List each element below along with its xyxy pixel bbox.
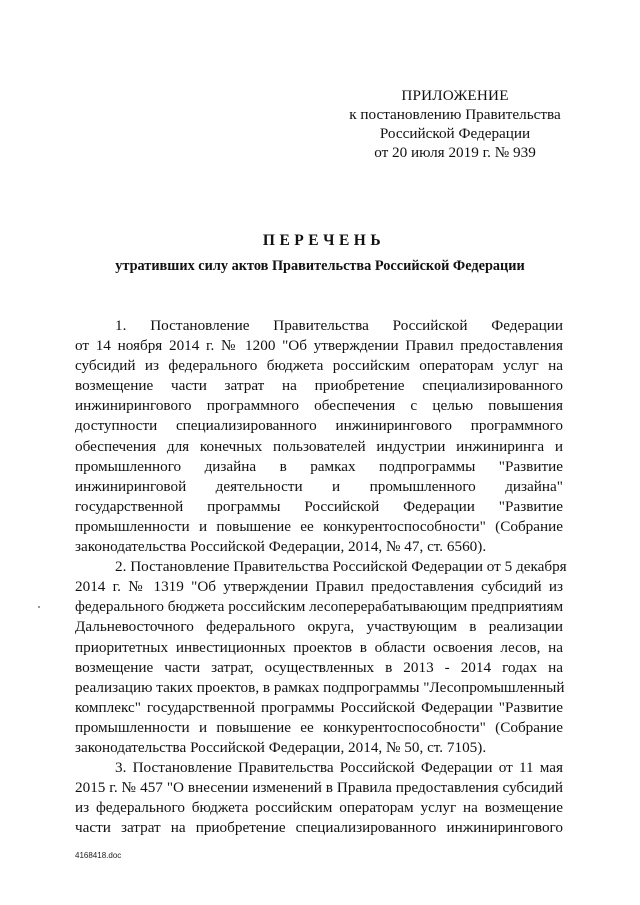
paragraph-line: 1. Постановление Правительства Российской Федерации [115,317,563,334]
paragraph-line: государственной программы Российской Федерации "Развитие [75,497,563,515]
paragraph-line: 2. Постановление Правительства Российской Федерации от 5 декабря [115,558,567,576]
paragraph-line: обеспечения для конечных пользователей индустрии инжиниринга и [75,437,563,455]
margin-mark [38,606,40,608]
paragraph-line: из федерального бюджета российским операторам услуг на возмещение [75,799,563,817]
list-item [75,557,567,758]
document-body [75,316,567,838]
paragraph-line: от 14 ноября 2014 г. № 1200 "Об утверждении Правил предоставления [75,337,563,355]
paragraph-line: комплекс" государственной программы Российской Федерации "Развитие [75,698,563,716]
paragraph-line: части затрат на приобретение специализированного инжинирингового [75,819,563,837]
paragraph-line: Дальневосточного федерального округа, участвующим в реализации [75,618,563,636]
paragraph-line: инжиниринговой деятельности и промышленного дизайна" [75,477,563,495]
paragraph-line: приоритетных инвестиционных проектов в области освоения лесов, на [75,638,563,656]
paragraph-line: 2015 г. № 457 "О внесении изменений в Правила предоставления субсидий [75,779,563,797]
document-title: ПЕРЕЧЕНЬ [262,232,386,249]
paragraph-line: реализацию таких проектов, в рамках подпрограммы "Лесопромышленный [75,678,565,696]
footer-filename: 4168418.doc [75,851,122,860]
paragraph-line: инжинирингового программного обеспечения с целью повышения [75,397,563,415]
paragraph-line: промышленности и повышение ее конкурентоспособности" (Собрание [75,517,563,535]
appendix-line-3: от 20 июля 2019 г. № 939 [374,144,536,161]
paragraph-line: промышленности и повышение ее конкурентоспособности" (Собрание [75,718,563,736]
paragraph-line: федерального бюджета российским лесоперерабатывающим предприятиям [75,598,564,616]
document-subtitle: утративших силу актов Правительства Российской Федерации [115,258,525,274]
list-item [75,758,563,838]
appendix-block [330,86,580,162]
paragraph-line: законодательства Российской Федерации, 2014, № 50, ст. 7105). [75,738,487,756]
paragraph-line: доступности специализированного инжинирингового программного [75,417,563,435]
paragraph-line: возмещение части затрат на приобретение специализированного [75,377,563,395]
paragraph-line: 2014 г. № 1319 "Об утверждении Правил предоставления субсидий из [75,578,563,596]
paragraph-line: 3. Постановление Правительства Российской Федерации от 11 мая [115,759,563,777]
appendix-heading: ПРИЛОЖЕНИЕ [401,87,509,104]
appendix-line-2: Российской Федерации [379,125,531,142]
appendix-line-1: к постановлению Правительства [349,106,561,123]
paragraph-line: возмещение части затрат, осуществленных в 2013 - 2014 годах на [75,658,563,676]
paragraph-line: субсидий из федерального бюджета российским операторам услуг на [75,357,563,375]
paragraph-line: законодательства Российской Федерации, 2014, № 47, ст. 6560). [75,538,487,556]
paragraph-line: промышленного дизайна в рамках подпрограммы "Развитие [75,457,563,475]
list-item [75,316,563,557]
